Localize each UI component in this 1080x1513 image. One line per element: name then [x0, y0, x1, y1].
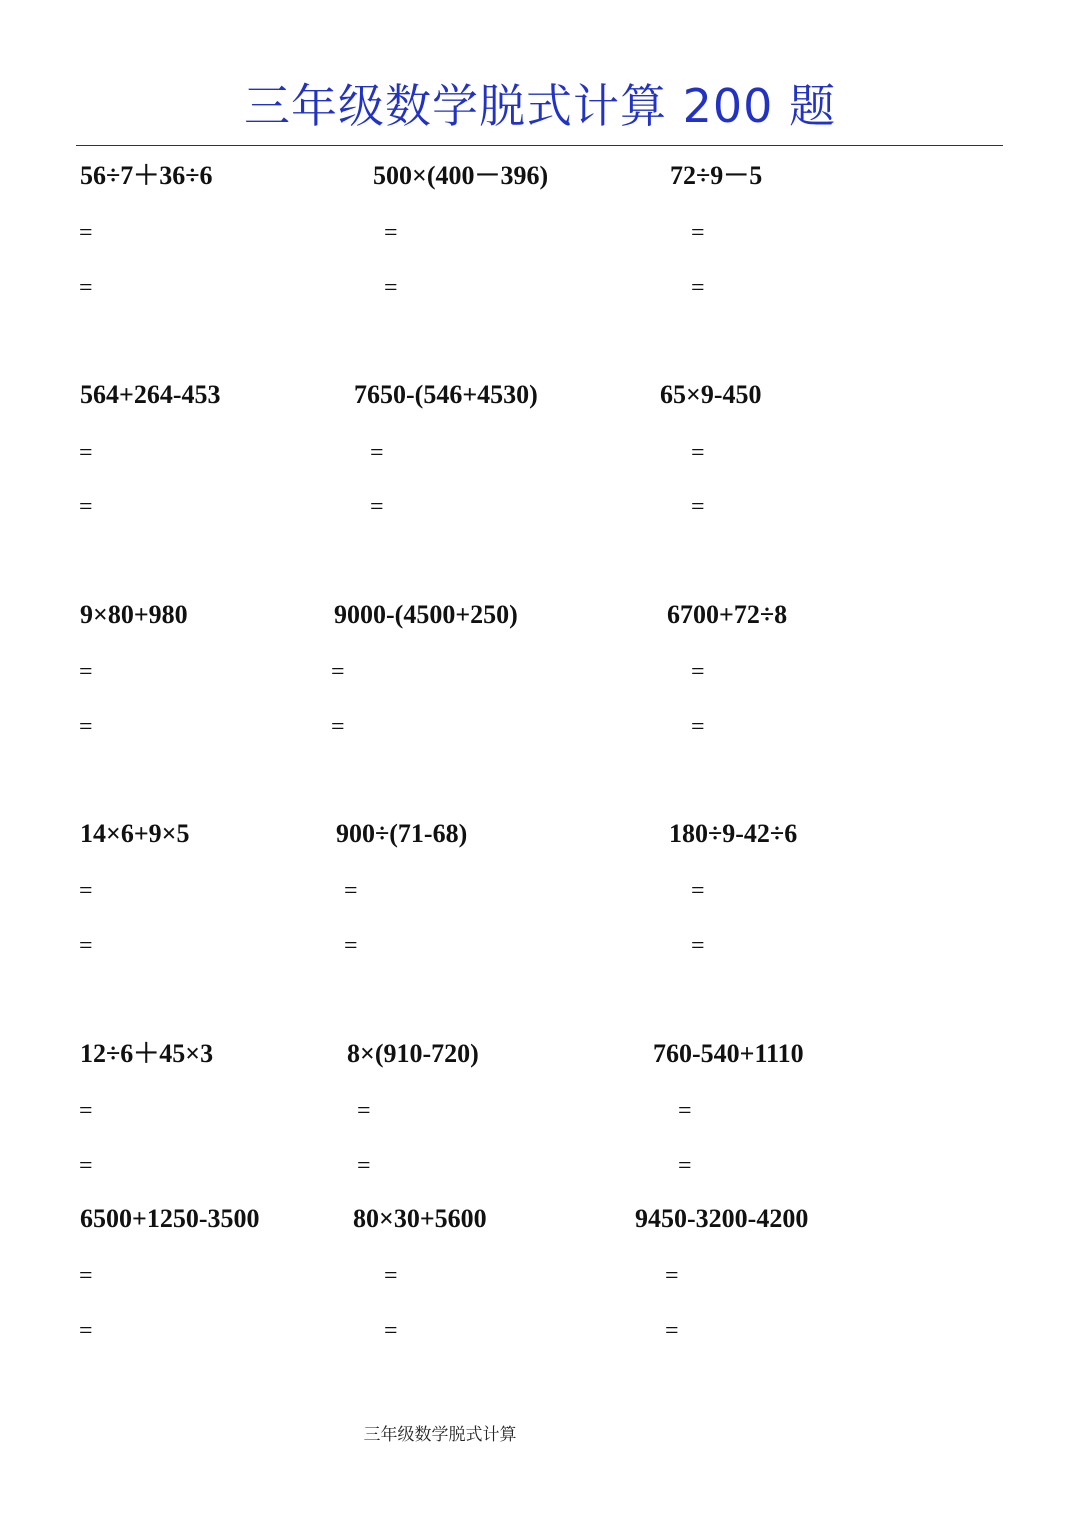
equals-sign: =: [79, 220, 93, 246]
equals-sign: =: [344, 933, 358, 959]
problem: 56÷7＋36÷6: [80, 161, 213, 190]
equals-sign: =: [691, 440, 705, 466]
equals-sign: =: [79, 933, 93, 959]
equals-sign: =: [665, 1318, 679, 1344]
equals-sign: =: [79, 1098, 93, 1124]
equals-sign: =: [357, 1153, 371, 1179]
problem: 72÷9－5: [670, 161, 763, 190]
equals-sign: =: [691, 933, 705, 959]
equals-sign: =: [79, 1263, 93, 1289]
problem: 12÷6＋45×3: [80, 1039, 214, 1068]
equals-sign: =: [79, 1153, 93, 1179]
equals-sign: =: [79, 878, 93, 904]
problem: 6500+1250-3500: [80, 1204, 260, 1233]
equals-sign: =: [357, 1098, 371, 1124]
problem: 9×80+980: [80, 600, 188, 629]
equals-sign: =: [331, 714, 345, 740]
equals-sign: =: [678, 1153, 692, 1179]
problem: 180÷9-42÷6: [669, 819, 798, 848]
equals-sign: =: [384, 220, 398, 246]
problem: 65×9-450: [660, 380, 762, 409]
equals-sign: =: [691, 878, 705, 904]
problem: 7650-(546+4530): [354, 380, 538, 409]
problem: 760-540+1110: [653, 1039, 804, 1068]
problem: 14×6+9×5: [80, 819, 190, 848]
problem: 8×(910-720): [347, 1039, 479, 1068]
equals-sign: =: [691, 220, 705, 246]
problem: 9450-3200-4200: [635, 1204, 809, 1233]
equals-sign: =: [344, 878, 358, 904]
problem: 900÷(71-68): [336, 819, 468, 848]
problem: 80×30+5600: [353, 1204, 487, 1233]
equals-sign: =: [79, 714, 93, 740]
equals-sign: =: [79, 275, 93, 301]
equals-sign: =: [331, 659, 345, 685]
equals-sign: =: [678, 1098, 692, 1124]
equals-sign: =: [79, 440, 93, 466]
equals-sign: =: [691, 275, 705, 301]
title-divider: [76, 145, 1003, 146]
problem: 564+264-453: [80, 380, 221, 409]
problem: 6700+72÷8: [667, 600, 788, 629]
equals-sign: =: [370, 494, 384, 520]
equals-sign: =: [79, 494, 93, 520]
problem: 500×(400－396): [373, 161, 549, 190]
page-footer: 三年级数学脱式计算: [363, 1425, 517, 1445]
equals-sign: =: [384, 1318, 398, 1344]
equals-sign: =: [384, 275, 398, 301]
equals-sign: =: [691, 659, 705, 685]
equals-sign: =: [691, 494, 705, 520]
equals-sign: =: [79, 1318, 93, 1344]
equals-sign: =: [370, 440, 384, 466]
equals-sign: =: [79, 659, 93, 685]
equals-sign: =: [691, 714, 705, 740]
equals-sign: =: [665, 1263, 679, 1289]
equals-sign: =: [384, 1263, 398, 1289]
page-title: 三年级数学脱式计算 200 题: [243, 79, 837, 133]
problem: 9000-(4500+250): [334, 600, 518, 629]
